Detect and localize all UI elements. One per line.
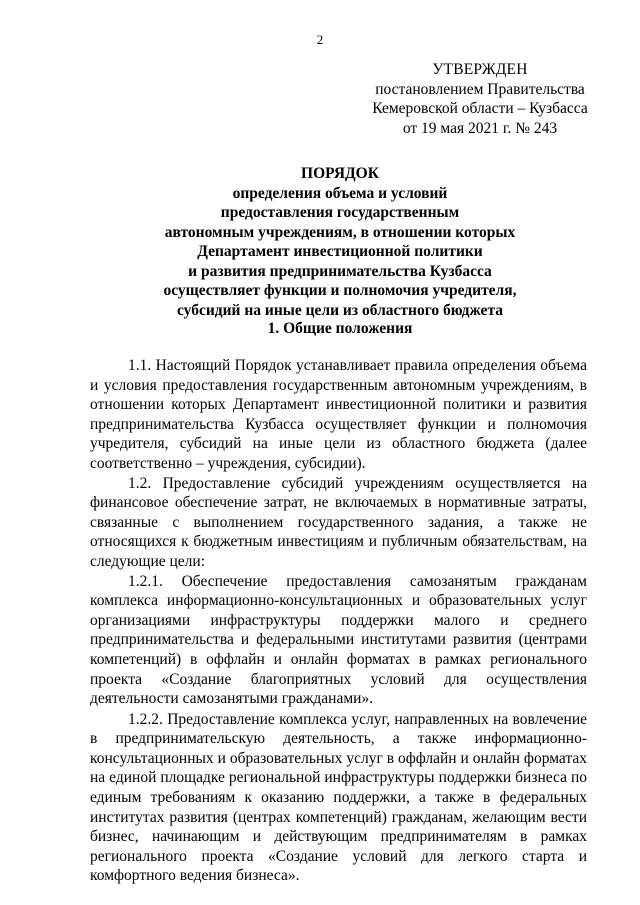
paragraph-1-1: 1.1. Настоящий Порядок устанавливает правила определения объема и условия предоставления государственным автономным учреждениям, в отношении которых Департамент инвестиционной политики и развития предпринимательства Кузбасса осуществляет функции и полномочия учредителя, субсидий на иные цели из областного бюджета (далее соответственно – учреждения, субсидии). [90,357,587,472]
paragraph-1-2-2: 1.2.2. Предоставление комплекса услуг, направленных на вовлечение в предпринимательскую деятельность, а также информационно-консультационных и образовательных услуг в оффлайн и онлайн форматах на единой площадке региональной инфраструктуры поддержки бизнеса по единым требованиям к оказанию поддержки, а также в федеральных институтах развития (центрах компетенций) гражданам, желающим вести бизнес, начинающим и действующим предпринимателям в рамках регионального проекта «Создание условий для легкого старта и комфортного ведения бизнеса». [90,710,587,885]
body-text [90,356,587,886]
document-title-line: Департамент инвестиционной политики [197,243,483,260]
approval-line: от 19 мая 2021 г. № 243 [402,119,558,137]
paragraph-1-2: 1.2. Предоставление субсидий учреждениям осуществляется на финансовое обеспечение затрат, не включаемых в нормативные затраты, связанные с выполнением государственного задания, а также не относящихся к бюджетным инвестициям и публичным обязательствам, на следующие цели: [90,474,587,570]
document-title-line: предоставления государственным [220,204,460,221]
document-title-line: и развития предпринимательства Кузбасса [188,262,492,280]
document-title [80,164,600,320]
document-title-line: субсидий на иные цели из областного бюджета [176,301,503,319]
approval-stamp [360,60,600,138]
document-title-line: определения объема и условий [232,184,448,202]
approval-line: постановлением Правительства [375,80,585,98]
section-heading: 1. Общие положения [267,320,413,337]
approval-line: Кемеровской области – Кузбасса [372,100,588,117]
page-number: 2 [316,32,324,47]
document-title-line: автономным учреждениям, в отношении которых [164,223,516,241]
document-title-line: осуществляет функции и полномочия учредителя, [163,282,517,299]
document-title-heading: ПОРЯДОК [301,165,379,182]
paragraph-1-2-1: 1.2.1. Обеспечение предоставления самозанятым гражданам комплекса информационно-консультационных и образовательных услуг организациями инфраструктуры поддержки малого и среднего предпринимательства и федеральными институтами развития (центрами компетенций) в оффлайн и онлайн форматах в рамках регионального проекта «Создание благоприятных условий для осуществления деятельности самозанятыми гражданами». [90,572,587,708]
approval-title: УТВЕРЖДЕН [432,61,528,78]
